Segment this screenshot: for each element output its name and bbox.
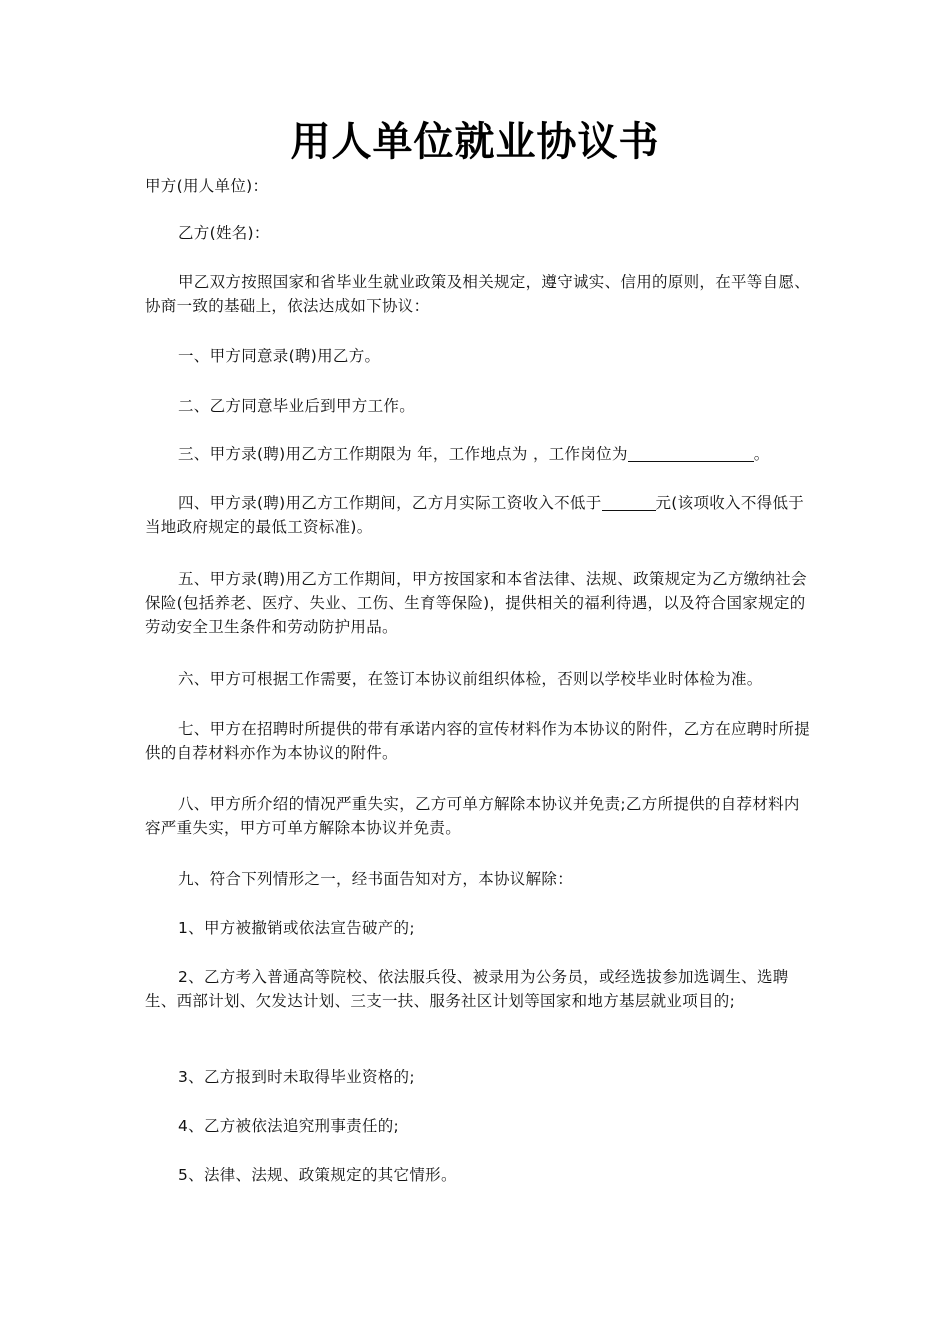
clause-9: 九、符合下列情形之一，经书面告知对方，本协议解除： bbox=[178, 870, 574, 888]
clause-4 bbox=[145, 491, 811, 539]
clause-8: 八、甲方所介绍的情况严重失实，乙方可单方解除本协议并免责;乙方所提供的自荐材料内容严重失实，甲方可单方解除本协议并免责。 bbox=[145, 795, 800, 837]
clause-1: 一、甲方同意录(聘)用乙方。 bbox=[178, 347, 381, 365]
position-blank bbox=[628, 445, 754, 462]
item-5: 5、法律、法规、政策规定的其它情形。 bbox=[178, 1166, 457, 1184]
clause-4-text: 四、甲方录(聘)用乙方工作期间，乙方月实际工资收入不低于 bbox=[178, 494, 602, 512]
party-a-line: 甲方(用人单位)： bbox=[145, 177, 269, 195]
party-b-line: 乙方(姓名)： bbox=[178, 224, 270, 242]
clause-6: 六、甲方可根据工作需要，在签订本协议前组织体检，否则以学校毕业时体检为准。 bbox=[178, 670, 763, 688]
item-1: 1、甲方被撤销或依法宣告破产的; bbox=[178, 919, 415, 937]
item-3: 3、乙方报到时未取得毕业资格的; bbox=[178, 1068, 415, 1086]
clause-3-text: 三、甲方录(聘)用乙方工作期限为 年，工作地点为 ，工作岗位为 bbox=[178, 445, 628, 463]
preamble-paragraph: 甲乙双方按照国家和省毕业生就业政策及相关规定，遵守诚实、信用的原则，在平等自愿、协商一致的基础上，依法达成如下协议： bbox=[145, 273, 811, 315]
clause-7: 七、甲方在招聘时所提供的带有承诺内容的宣传材料作为本协议的附件，乙方在应聘时所提供的自荐材料亦作为本协议的附件。 bbox=[145, 720, 811, 762]
salary-blank bbox=[602, 494, 656, 511]
clause-5: 五、甲方录(聘)用乙方工作期间，甲方按国家和本省法律、法规、政策规定为乙方缴纳社会保险(包括养老、医疗、失业、工伤、生育等保险)，提供相关的福利待遇，以及符合国家规定的劳动安全卫生条件和劳动防护用品。 bbox=[145, 570, 807, 636]
clause-3-end: 。 bbox=[753, 445, 770, 463]
clause-4-rest: 元(该项收入不得低于当地政府规定的最低工资标准)。 bbox=[145, 494, 805, 536]
item-2: 2、乙方考入普通高等院校、依法服兵役、被录用为公务员，或经选拔参加选调生、选聘生、西部计划、欠发达计划、三支一扶、服务社区计划等国家和地方基层就业项目的; bbox=[145, 968, 789, 1010]
document-title: 用人单位就业协议书 bbox=[290, 118, 660, 165]
item-4: 4、乙方被依法追究刑事责任的; bbox=[178, 1117, 400, 1135]
clause-2: 二、乙方同意毕业后到甲方工作。 bbox=[178, 397, 416, 415]
clause-3 bbox=[145, 442, 811, 466]
